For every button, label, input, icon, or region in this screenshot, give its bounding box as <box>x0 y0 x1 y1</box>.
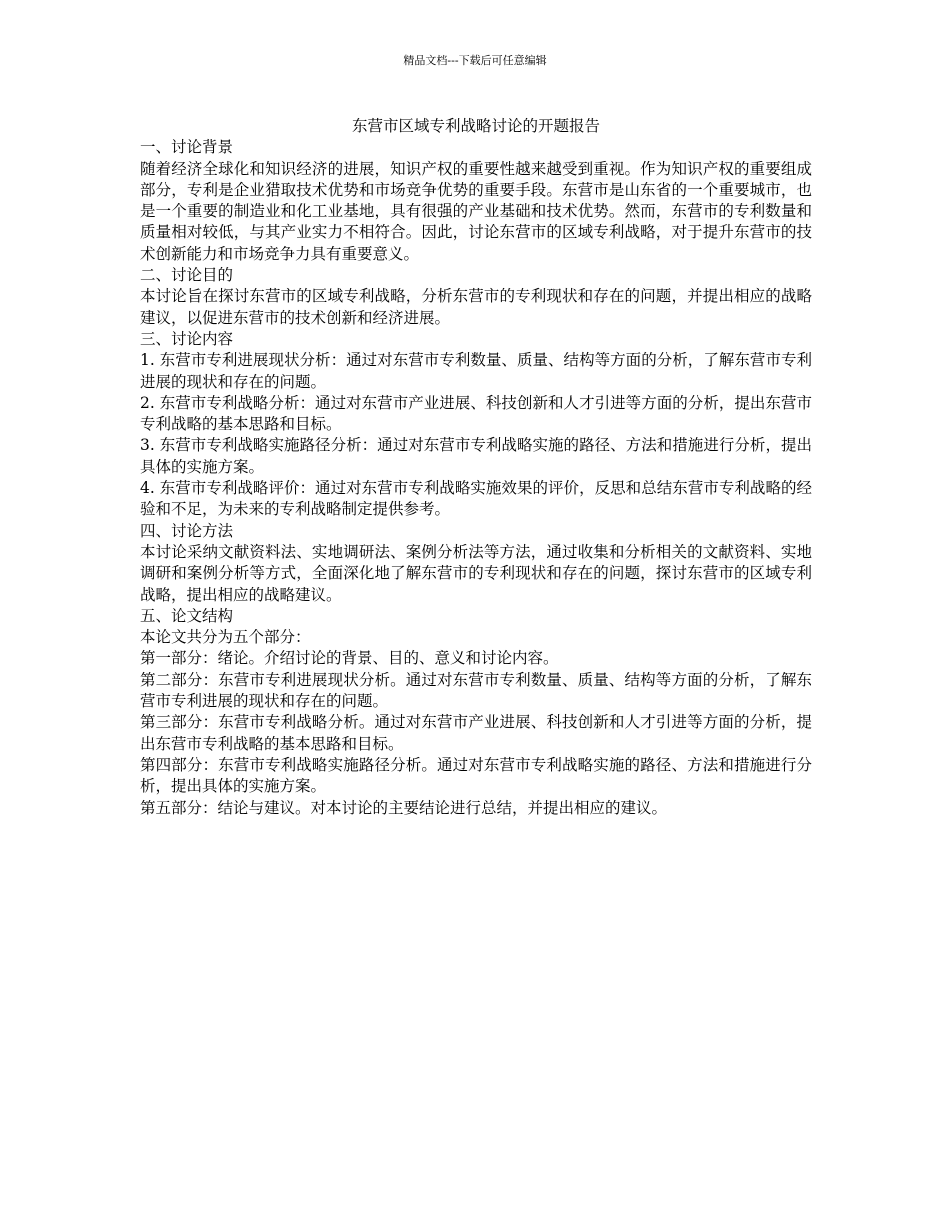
structure-part-3: 第三部分：东营市专利战略分析。通过对东营市产业进展、科技创新和人才引进等方面的分析，提出东营市专利战略的基本思路和目标。 <box>140 713 812 753</box>
content-item-3: 3. 东营市专利战略实施路径分析：通过对东营市专利战略实施的路径、方法和措施进行分析，提出具体的实施方案。 <box>140 436 813 476</box>
section-heading-method: 四、讨论方法 <box>140 521 234 540</box>
structure-part-5: 第五部分：结论与建议。对本讨论的主要结论进行总结，并提出相应的建议。 <box>140 798 668 817</box>
structure-intro: 本论文共分为五个部分： <box>140 628 311 647</box>
paragraph-background: 随着经济全球化和知识经济的进展，知识产权的重要性越来越受到重视。作为知识产权的重要组成部分，专利是企业猎取技术优势和市场竞争优势的重要手段。东营市是山东省的一个重要城市，也是一个重要的制造业和化工业基地，具有很强的产业基础和技术优势。然而，东营市的专利数量和质量相对较低，与其产业实力不相符合。因此，讨论东营市的区域专利战略，对于提升东营市的技术创新能力和市场竞争力具有重要意义。 <box>140 159 812 263</box>
section-heading-content: 三、讨论内容 <box>140 329 234 348</box>
content-item-2: 2. 东营市专利战略分析：通过对东营市产业进展、科技创新和人才引进等方面的分析，提出东营市专利战略的基本思路和目标。 <box>140 393 813 434</box>
structure-part-1: 第一部分：绪论。介绍讨论的背景、目的、意义和讨论内容。 <box>140 649 559 668</box>
content-item-4: 4. 东营市专利战略评价：通过对东营市专利战略实施效果的评价，反思和总结东营市专利战略的经验和不足，为未来的专利战略制定提供参考。 <box>140 479 813 519</box>
structure-part-4: 第四部分：东营市专利战略实施路径分析。通过对东营市专利战略实施的路径、方法和措施进行分析，提出具体的实施方案。 <box>140 755 812 796</box>
structure-part-2: 第二部分：东营市专利进展现状分析。通过对东营市专利数量、质量、结构等方面的分析，了解东营市专利进展的现状和存在的问题。 <box>140 670 812 711</box>
content-item-1: 1. 东营市专利进展现状分析：通过对东营市专利数量、质量、结构等方面的分析，了解东营市专利进展的现状和存在的问题。 <box>140 351 813 391</box>
section-heading-background: 一、讨论背景 <box>140 138 234 157</box>
page-header-note: 精品文档---下载后可任意编辑 <box>403 54 547 67</box>
document-title: 东营市区域专利战略讨论的开题报告 <box>351 117 600 135</box>
paragraph-purpose: 本讨论旨在探讨东营市的区域专利战略，分析东营市的专利现状和存在的问题，并提出相应的战略建议，以促进东营市的技术创新和经济进展。 <box>140 287 812 327</box>
section-heading-purpose: 二、讨论目的 <box>140 266 234 285</box>
paragraph-method: 本讨论采纳文献资料法、实地调研法、案例分析法等方法，通过收集和分析相关的文献资料、实地调研和案例分析等方式，全面深化地了解东营市的专利现状和存在的问题，探讨东营市的区域专利战略，提出相应的战略建议。 <box>140 542 812 604</box>
section-heading-structure: 五、论文结构 <box>140 606 234 625</box>
document-body <box>140 116 812 819</box>
